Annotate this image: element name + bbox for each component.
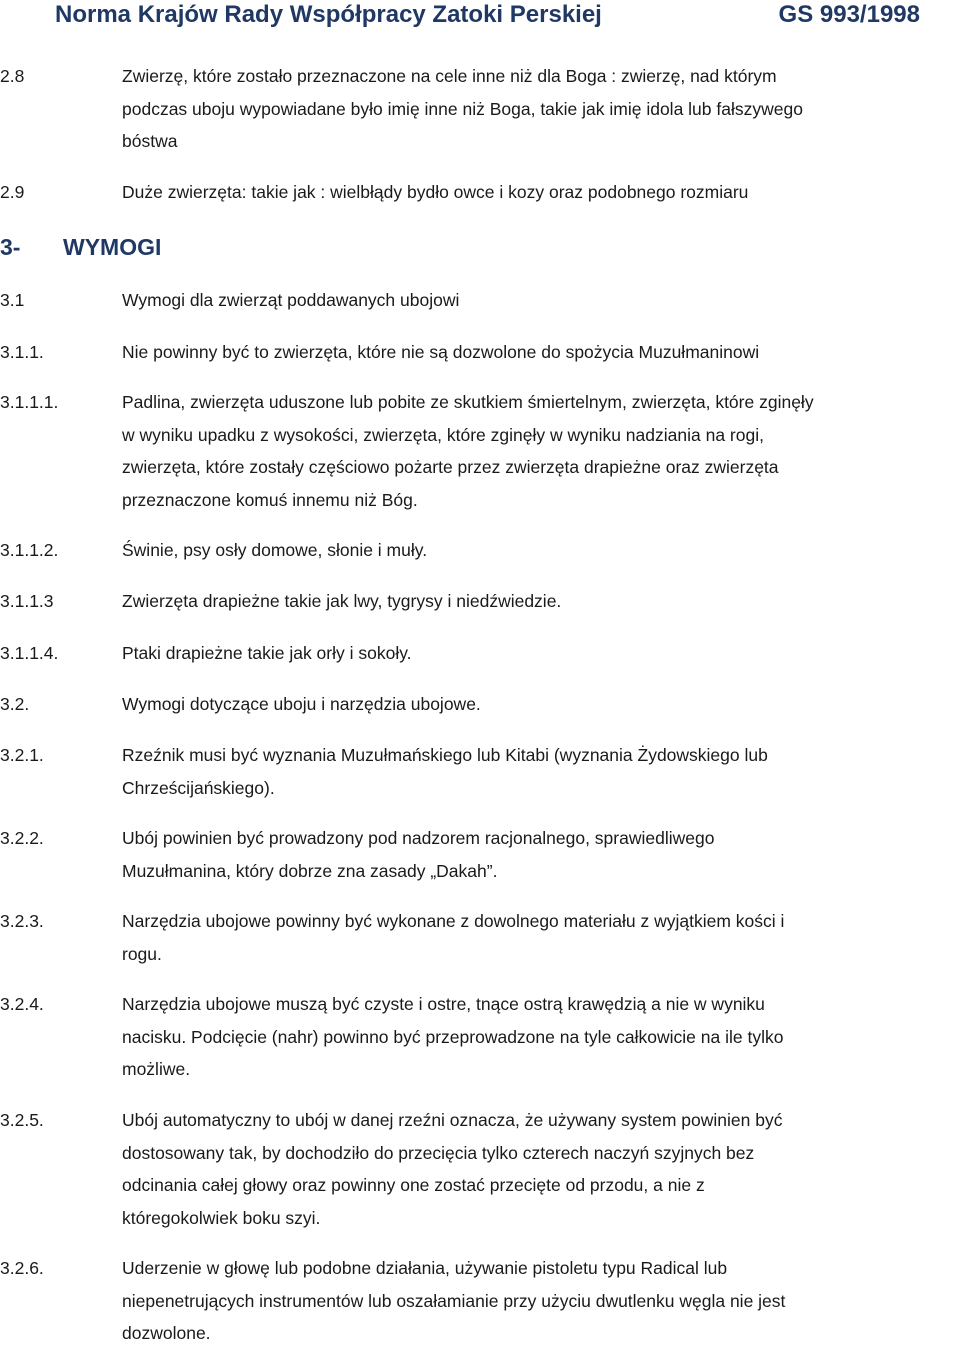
clause-text	[122, 905, 958, 970]
clause-line: Wymogi dla zwierząt poddawanych ubojowi	[122, 290, 460, 310]
clause-line: niepenetrujących instrumentów lub oszałamianie przy użyciu dwutlenku węgla nie jest	[122, 1290, 786, 1311]
clause-text	[122, 822, 958, 887]
clause-line: Wymogi dotyczące uboju i narzędzia ubojowe.	[122, 694, 481, 714]
clause-text	[122, 988, 958, 1086]
clause-line: Ptaki drapieżne takie jak orły i sokoły.	[122, 643, 412, 663]
clause-line: Duże zwierzęta: takie jak : wielbłądy bydło owce i kozy oraz podobnego rozmiaru	[122, 182, 749, 202]
clause-line: zwierzęta, które zostały częściowo pożarte przez zwierzęta drapieżne oraz zwierzęta	[122, 457, 779, 477]
clause-line: Narzędzia ubojowe powinny być wykonane z dowolnego materiału z wyjątkiem kości i	[122, 911, 785, 931]
clause-text	[122, 688, 958, 721]
clause-line: Padlina, zwierzęta uduszone lub pobite ze skutkiem śmiertelnym, zwierzęta, które zginęły	[122, 392, 814, 412]
clause-line: Rzeźnik musi być wyznania Muzułmańskiego lub Kitabi (wyznania Żydowskiego lub	[122, 745, 768, 765]
clause-text	[122, 637, 958, 670]
clause-line: Zwierzę, które zostało przeznaczone na cele inne niż dla Boga : zwierzę, nad którym	[122, 66, 777, 86]
clause-number: 3.2.1.	[0, 745, 44, 765]
clause-line: Nie powinny być to zwierzęta, które nie są dozwolone do spożycia Muzułmaninowi	[122, 342, 760, 362]
clause-number: 3.1.1.3	[0, 591, 54, 611]
section-number: 3-	[0, 234, 21, 260]
clause-line: odcinania całej głowy oraz powinny one zostać przecięte od przodu, a nie z	[122, 1175, 705, 1195]
clause-line: dozwolone.	[122, 1323, 211, 1343]
clause-line: któregokolwiek boku szyi.	[122, 1207, 321, 1228]
clause-text	[122, 284, 958, 317]
clause-line: bóstwa	[122, 131, 178, 151]
clause-line: Świnie, psy osły domowe, słonie i muły.	[122, 540, 428, 560]
clause-line: Zwierzęta drapieżne takie jak lwy, tygrysy i niedźwiedzie.	[122, 591, 562, 611]
page-header	[0, 0, 960, 34]
clause-line: możliwe.	[122, 1059, 191, 1079]
clause-text	[122, 386, 958, 516]
clause-number: 3.1.1.	[0, 342, 44, 362]
clause-line: w wyniku upadku z wysokości, zwierzęta, które zginęły w wyniku nadziania na rogi,	[122, 424, 764, 445]
clause-number: 3.2.5.	[0, 1110, 44, 1130]
clause-text	[122, 336, 958, 369]
clause-line: Ubój powinien być prowadzony pod nadzorem racjonalnego, sprawiedliwego	[122, 828, 715, 848]
clause-line: przeznaczone komuś innemu niż Bóg.	[122, 489, 418, 510]
clause-line: dostosowany tak, by dochodziło do przecięcia tylko czterech naczyń szyjnych bez	[122, 1142, 755, 1163]
clause-number: 3.2.4.	[0, 994, 44, 1014]
clause-line: nacisku. Podcięcie (nahr) powinno być przeprowadzone na tyle całkowicie na ile tylko	[122, 1026, 784, 1047]
section-heading	[0, 229, 161, 265]
clause-line: Ubój automatyczny to ubój w danej rzeźni oznacza, że używany system powinien być	[122, 1110, 783, 1130]
clause-number: 2.9	[0, 182, 25, 202]
standard-code: GS 993/1998	[778, 1, 920, 28]
clause-number: 3.2.	[0, 694, 30, 714]
clause-line: Muzułmanina, który dobrze zna zasady „Dakah”.	[122, 860, 498, 881]
clause-line: rogu.	[122, 943, 162, 964]
clause-text	[122, 739, 958, 804]
clause-line: Chrześcijańskiego).	[122, 777, 275, 798]
clause-text	[122, 534, 958, 567]
clause-text	[122, 585, 958, 618]
clause-text	[122, 60, 958, 158]
clause-number: 3.1.1.4.	[0, 643, 59, 663]
clause-number: 2.8	[0, 66, 25, 86]
clause-number: 3.1.1.1.	[0, 392, 59, 412]
clause-number: 3.2.2.	[0, 828, 44, 848]
clause-text	[122, 1252, 958, 1350]
section-title: WYMOGI	[63, 234, 162, 260]
clause-text	[122, 1104, 958, 1234]
clause-line: Narzędzia ubojowe muszą być czyste i ostre, tnące ostrą krawędzią a nie w wyniku	[122, 994, 765, 1014]
document-title: Norma Krajów Rady Współpracy Zatoki Perskiej	[55, 1, 602, 28]
clause-number: 3.2.6.	[0, 1258, 44, 1278]
clause-number: 3.1.1.2.	[0, 540, 59, 560]
clause-number: 3.2.3.	[0, 911, 44, 931]
clause-line: podczas uboju wypowiadane było imię inne niż Boga, takie jak imię idola lub fałszywego	[122, 98, 803, 119]
clause-text	[122, 176, 958, 209]
clause-line: Uderzenie w głowę lub podobne działania, używanie pistoletu typu Radical lub	[122, 1258, 728, 1278]
clause-number: 3.1	[0, 290, 25, 310]
